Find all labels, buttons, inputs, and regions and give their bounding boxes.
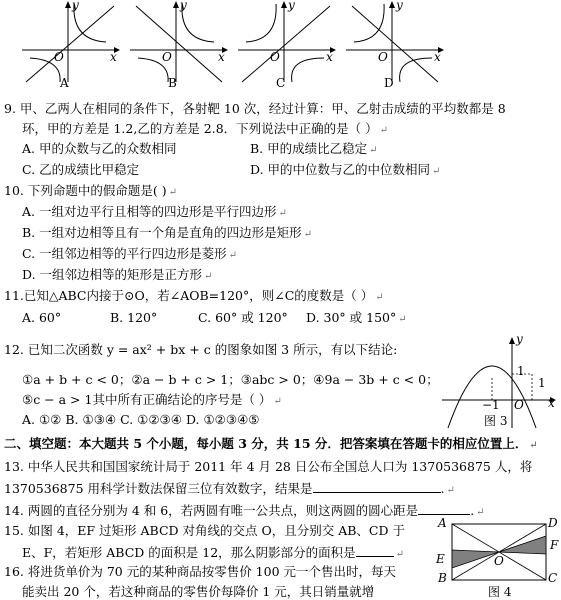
return-mark-icon: ↵ — [278, 208, 287, 219]
graph-D-label: D — [384, 76, 394, 90]
q11-stem-text: 11.已知△ABC内接于⊙O，若∠AOB=120°，则∠C的度数是（ ） — [4, 288, 374, 303]
q11-stem — [4, 288, 384, 306]
fig4-B: B — [438, 571, 447, 585]
q11-option-d-text: D. 30° 或 150° — [306, 310, 397, 325]
return-mark-icon: ↵ — [228, 250, 237, 261]
q10-option-c-text: C. 一组邻边相等的平行四边形是菱形 — [22, 246, 227, 261]
graph-D-origin: O — [378, 50, 388, 64]
q9-line1 — [4, 101, 506, 117]
q10-option-d — [22, 267, 212, 285]
q14-line1: 14. 两圆的直径分别为 4 和 6，若两圆有唯一公共点，则这两圆的圆心距是 . ↵ — [4, 503, 485, 518]
q9-option-c: C. 乙的成绩比甲稳定 — [22, 162, 140, 177]
fig4-A: A — [438, 516, 447, 530]
fig4-O: O — [494, 554, 504, 568]
q9-option-b-text: B. 甲的成绩比乙稳定 — [250, 141, 368, 156]
return-mark-icon: ↵ — [529, 440, 538, 451]
return-mark-icon: ↵ — [168, 187, 177, 198]
graph-C-label: C — [276, 76, 286, 90]
graph-C-x: x — [326, 50, 333, 64]
graph-D-svg — [346, 0, 444, 90]
q15-answer-blank[interactable] — [356, 544, 394, 557]
fig4-F: F — [550, 538, 559, 552]
graph-D-x: x — [434, 50, 441, 64]
return-mark-icon: ↵ — [204, 271, 213, 282]
graph-C-svg — [238, 0, 336, 90]
q10-stem-text: 10. 下列命题中的假命题是( ) — [4, 183, 167, 198]
q12-stem: 12. 已知二次函数 y = ax² + bx + c 的图象如图 3 所示，有以下结论: — [4, 342, 398, 357]
q12-conds1: ①a + b + c < 0；②a − b + c > 1；③abc > 0；④9a − 3b + c < 0； — [22, 372, 439, 387]
return-mark-icon: ↵ — [432, 166, 441, 177]
graph-C — [238, 0, 336, 90]
q14-answer-blank[interactable] — [418, 502, 470, 515]
graph-A-x: x — [110, 50, 117, 64]
graph-C-origin: O — [270, 50, 280, 64]
figure-3 — [440, 334, 558, 430]
q10-option-d-text: D. 一组邻边相等的矩形是正方形 — [22, 267, 203, 282]
graph-B-origin: O — [162, 50, 172, 64]
fig4-D: D — [548, 516, 558, 530]
section2-title-text: 二、填空题：本大题共 5 个小题，每小题 3 分，共 15 分．把答案填在答题卡的相应位置上． — [4, 436, 528, 451]
return-mark-icon: ↵ — [398, 314, 407, 325]
graph-D-y: y — [396, 0, 403, 12]
fig4-E: E — [436, 552, 445, 566]
q11-option-a: A. 60° — [22, 310, 62, 325]
return-mark-icon: ↵ — [303, 229, 313, 240]
graph-B-x: x — [218, 50, 225, 64]
graph-C-y: y — [288, 0, 295, 12]
q12-conds2-text: ⑤c − a > 1其中所有正确结论的序号是（ ） — [22, 392, 272, 407]
graph-A-y: y — [72, 0, 79, 12]
q15-line2 — [22, 544, 404, 563]
fig3-one-y: 1 — [517, 364, 525, 378]
fig3-origin: O — [514, 398, 524, 412]
q10-stem — [4, 183, 177, 201]
graph-A-origin: O — [54, 50, 64, 64]
q10-option-b-text: B. 一组对边相等且有一个角是直角的四边形是矩形 — [22, 225, 302, 240]
q12-conds2 — [22, 392, 282, 410]
graph-A-label: A — [60, 76, 69, 90]
q10-option-b — [22, 225, 312, 243]
section2-title — [4, 436, 538, 454]
q9-line2 — [22, 121, 388, 139]
q14-line1-text: 14. 两圆的直径分别为 4 和 6，若两圆有唯一公共点，则这两圆的圆心距是 — [4, 503, 419, 518]
q15-line2-text: E、F，若矩形 ABCD 的面积是 12，那么阴影部分的面积是 — [22, 545, 356, 560]
q13-line2-text: 1370536875 用科学计数法保留三位有效数字，结果是 — [4, 481, 313, 496]
q10-option-a-text: A. 一组对边平行且相等的四边形是平行四边形 — [22, 204, 277, 219]
fig4-label: 图 4 — [488, 585, 512, 599]
q10-option-c — [22, 246, 237, 264]
graph-B-label: B — [168, 76, 177, 90]
fig4-C: C — [548, 571, 558, 585]
return-mark-icon: ↵ — [375, 292, 384, 303]
q9-option-d-text: D. 甲的中位数与乙的中位数相同 — [250, 162, 431, 177]
fig3-y: y — [516, 332, 523, 346]
return-mark-icon: ↵ — [379, 125, 389, 136]
return-mark-icon: ↵ — [446, 485, 455, 496]
fig3-one-x: 1 — [538, 376, 546, 390]
return-mark-icon: ↵ — [476, 507, 485, 518]
graph-D — [346, 0, 444, 90]
return-mark-icon: ↵ — [369, 145, 378, 156]
q11-option-b: B. 120° — [110, 310, 158, 325]
q15-line1: 15. 如图 4，EF 过矩形 ABCD 对角线的交点 O，且分别交 AB、CD 于 — [4, 523, 405, 538]
q11-option-d — [306, 310, 407, 328]
q10-option-a — [22, 204, 287, 222]
q13-line1: 13. 中华人民共和国国家统计局于 2011 年 4 月 28 日公布全国总人口为 1370536875 人，将 — [4, 459, 533, 474]
q11-option-c: C. 60° 或 120° — [198, 310, 288, 325]
q9-option-b — [250, 141, 378, 159]
q13-line2: 1370536875 用科学计数法保留三位有效数字，结果是 . ↵ — [4, 481, 455, 496]
q16-line2: 能卖出 20 个，若这种商品的零售价每降价 1 元，其日销量就增 — [22, 584, 375, 599]
graph-A-svg — [22, 0, 120, 90]
q9-option-d — [250, 162, 440, 180]
graph-B — [130, 0, 228, 90]
fig3-neg1: −1 — [482, 398, 500, 412]
figure-4 — [432, 516, 560, 597]
return-mark-icon: ↵ — [395, 549, 405, 560]
q12-options: A. ①② B. ①③④ C. ①②③④ D. ①②③④⑤ — [22, 412, 260, 427]
q13-answer-blank[interactable] — [313, 480, 441, 493]
fig3-x: x — [548, 396, 555, 410]
q16-line1: 16. 将进货单价为 70 元的某种商品按零售价 100 元一个售出时，每天 — [4, 564, 397, 579]
q9-option-a: A. 甲的众数与乙的众数相同 — [22, 141, 177, 156]
graph-B-svg — [130, 0, 228, 90]
q9-line2-text: 环，甲的方差是 1.2,乙的方差是 2.8．下列说法中正确的是（ ） — [22, 121, 378, 136]
graph-B-y: y — [180, 0, 187, 12]
q9-line1-text: 9. 甲、乙两人在相同的条件下，各射靶 10 次，经过计算：甲、乙射击成绩的平均数都是 8 — [4, 101, 506, 116]
return-mark-icon: ↵ — [273, 396, 282, 407]
graph-A — [22, 0, 120, 90]
fig3-label: 图 3 — [484, 414, 508, 428]
